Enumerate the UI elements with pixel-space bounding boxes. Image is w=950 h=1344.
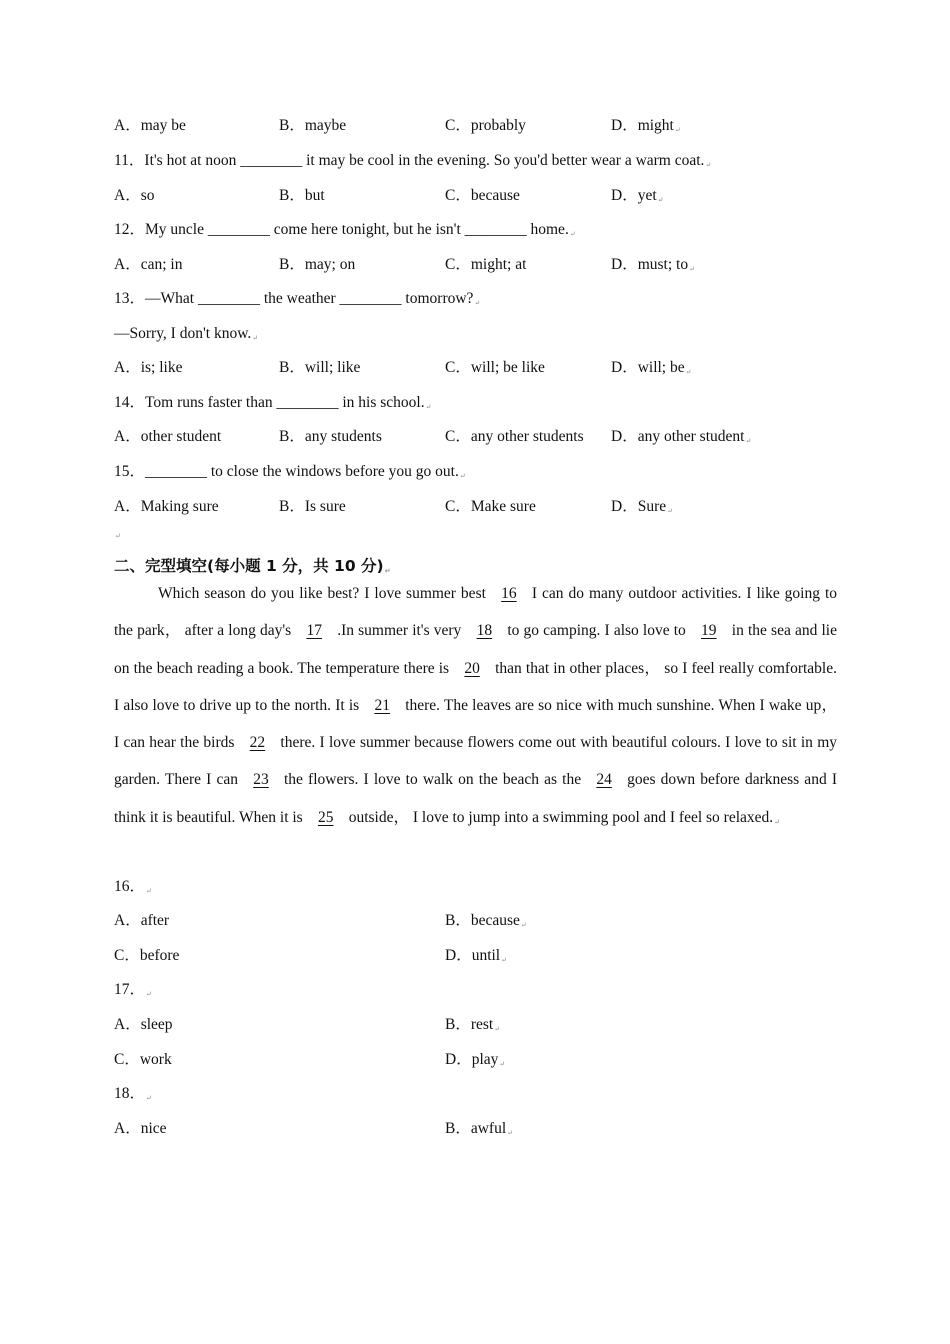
option-d-text: D．yet <box>611 187 657 204</box>
paragraph-mark-icon: ↵ <box>252 334 259 342</box>
option-a: A．after <box>114 912 170 929</box>
question-13-reply <box>114 324 258 348</box>
option-c: C．work <box>114 1051 172 1068</box>
option-c: C．probably <box>445 117 526 134</box>
option-b <box>445 1015 500 1039</box>
paragraph-mark-icon: ↵ <box>674 126 681 134</box>
paragraph-mark-icon: ↵ <box>569 230 576 238</box>
option-c: C．because <box>445 187 520 204</box>
dialogue-reply: —Sorry, I don't know. <box>114 325 252 342</box>
empty-paragraph <box>114 522 121 546</box>
paragraph-mark-icon: ↵ <box>474 299 481 307</box>
option-d <box>611 255 695 279</box>
passage-text: the flowers. I love to walk on the beach as the <box>283 771 582 789</box>
option-c: C．will; be like <box>445 359 545 376</box>
option-d-text: D．until <box>445 947 501 964</box>
question-stem: 11．It's hot at noon ________ it may be cool in the evening. So you'd better wear a warm coat. <box>114 152 705 169</box>
paragraph-mark-icon: ↵ <box>774 817 781 826</box>
option-c: C．Make sure <box>445 498 536 515</box>
option-d <box>611 427 751 451</box>
passage-text: than that in other places， so I feel really comfortable. I also love to drive up to the north. It is <box>114 659 837 714</box>
paragraph-mark-icon: ↵ <box>657 196 664 204</box>
option-d <box>611 186 664 210</box>
option-b-text: B．rest <box>445 1016 494 1033</box>
paragraph-mark-icon: ↵ <box>507 1129 514 1137</box>
option-b-text: B．because <box>445 912 520 929</box>
paragraph-mark-icon: ↵ <box>745 437 752 445</box>
paragraph-mark-icon: ↵ <box>689 265 695 273</box>
question-number: 16． <box>114 878 146 895</box>
option-c: C．might; at <box>445 256 527 273</box>
blank-20: 20 <box>464 659 480 677</box>
option-b: B．may; on <box>279 256 356 273</box>
option-d-text: D．must; to <box>611 256 689 273</box>
passage-text: .In summer it's very <box>337 622 462 640</box>
blank-25: 25 <box>317 808 334 826</box>
option-a: A．sleep <box>114 1016 173 1033</box>
option-d-text: D．will; be <box>611 359 685 376</box>
section-heading-text: 二、完型填空(每小题 1 分，共 10 分) <box>114 557 384 575</box>
paragraph-mark-icon: ↵ <box>146 887 152 895</box>
option-b: B．will; like <box>279 359 361 376</box>
blank-22: 22 <box>249 734 266 752</box>
option-a: A．may be <box>114 117 186 134</box>
option-a: A．nice <box>114 1120 167 1137</box>
paragraph-mark-icon: ↵ <box>685 368 692 376</box>
paragraph-mark-icon: ↵ <box>501 956 507 964</box>
passage-text: goes down before darkness and I think it is beautiful. When it is <box>114 771 837 826</box>
option-d <box>611 358 692 382</box>
option-a: A．Making sure <box>114 498 219 515</box>
option-b: B．any students <box>279 428 382 445</box>
question-number: 17． <box>114 981 146 998</box>
option-b-text: B．awful <box>445 1120 507 1137</box>
question-stem: 15．________ to close the windows before you go out. <box>114 463 459 480</box>
option-b: B．Is sure <box>279 498 346 515</box>
option-d <box>611 497 673 521</box>
question-stem: 14．Tom runs faster than ________ in his school. <box>114 394 425 411</box>
paragraph-mark-icon: ↵ <box>425 403 432 411</box>
passage-text: there. The leaves are so nice with much sunshine. When I wake up， I can hear the birds <box>114 696 837 752</box>
paragraph-mark-icon: ↵ <box>499 1060 506 1068</box>
question-stem: 12．My uncle ________ come here tonight, but he isn't ________ home. <box>114 221 569 238</box>
question-13 <box>114 289 480 313</box>
option-d <box>445 946 507 970</box>
blank-16: 16 <box>501 585 517 602</box>
passage-text: to go camping. I also love to <box>507 622 686 640</box>
option-a: A．can; in <box>114 256 183 273</box>
blank-17: 17 <box>306 622 322 640</box>
question-17 <box>114 980 152 1004</box>
paragraph-mark-icon: ↵ <box>146 990 152 998</box>
blank-19: 19 <box>701 622 717 640</box>
question-14 <box>114 393 431 417</box>
paragraph-mark-icon: ↵ <box>459 472 466 480</box>
option-c: C．any other students <box>445 428 584 445</box>
option-b: B．but <box>279 187 325 204</box>
passage-text: outside， I love to jump into a swimming pool and I feel so relaxed. <box>348 808 774 826</box>
option-b: B．maybe <box>279 117 347 134</box>
option-d-text: D．might <box>611 117 674 134</box>
paragraph-mark-icon: ↵ <box>115 532 121 540</box>
paragraph-mark-icon: ↵ <box>705 161 712 169</box>
question-stem: 13．—What ________ the weather ________ tomorrow? <box>114 290 474 307</box>
option-b <box>445 911 527 935</box>
cloze-passage <box>114 575 837 841</box>
option-d <box>611 116 681 140</box>
paragraph-mark-icon: ↵ <box>494 1025 501 1033</box>
option-c: C．before <box>114 947 180 964</box>
question-12 <box>114 220 576 244</box>
option-a: A．other student <box>114 428 222 445</box>
passage-text: there. I love summer because flowers come out with beautiful colours. I love to sit in my garden. There I can <box>114 734 837 789</box>
option-a: A．is; like <box>114 359 183 376</box>
paragraph-mark-icon: ↵ <box>667 507 673 515</box>
paragraph-mark-icon: ↵ <box>520 921 527 929</box>
passage-text: I can do many outdoor activities. I like going to the park， after a long day's <box>114 585 837 640</box>
option-d <box>445 1050 505 1074</box>
blank-18: 18 <box>476 622 493 640</box>
blank-24: 24 <box>596 771 612 789</box>
paragraph-mark-icon: ↵ <box>146 1094 152 1102</box>
question-11 <box>114 151 711 175</box>
option-d-text: D．any other student <box>611 428 745 445</box>
question-15 <box>114 462 466 486</box>
option-d-text: D．Sure <box>611 498 667 515</box>
passage-text: in the sea and lie on the beach reading a book. The temperature there is <box>114 622 837 677</box>
passage-text: Which season do you like best? I love summer best <box>158 585 486 602</box>
blank-23: 23 <box>253 771 269 789</box>
question-number: 18． <box>114 1085 146 1102</box>
paragraph-mark-icon: ↵ <box>384 567 391 575</box>
blank-21: 21 <box>374 696 390 714</box>
option-a: A．so <box>114 187 155 204</box>
option-b <box>445 1119 513 1143</box>
question-18 <box>114 1084 152 1108</box>
option-d-text: D．play <box>445 1051 499 1068</box>
question-16 <box>114 877 152 901</box>
